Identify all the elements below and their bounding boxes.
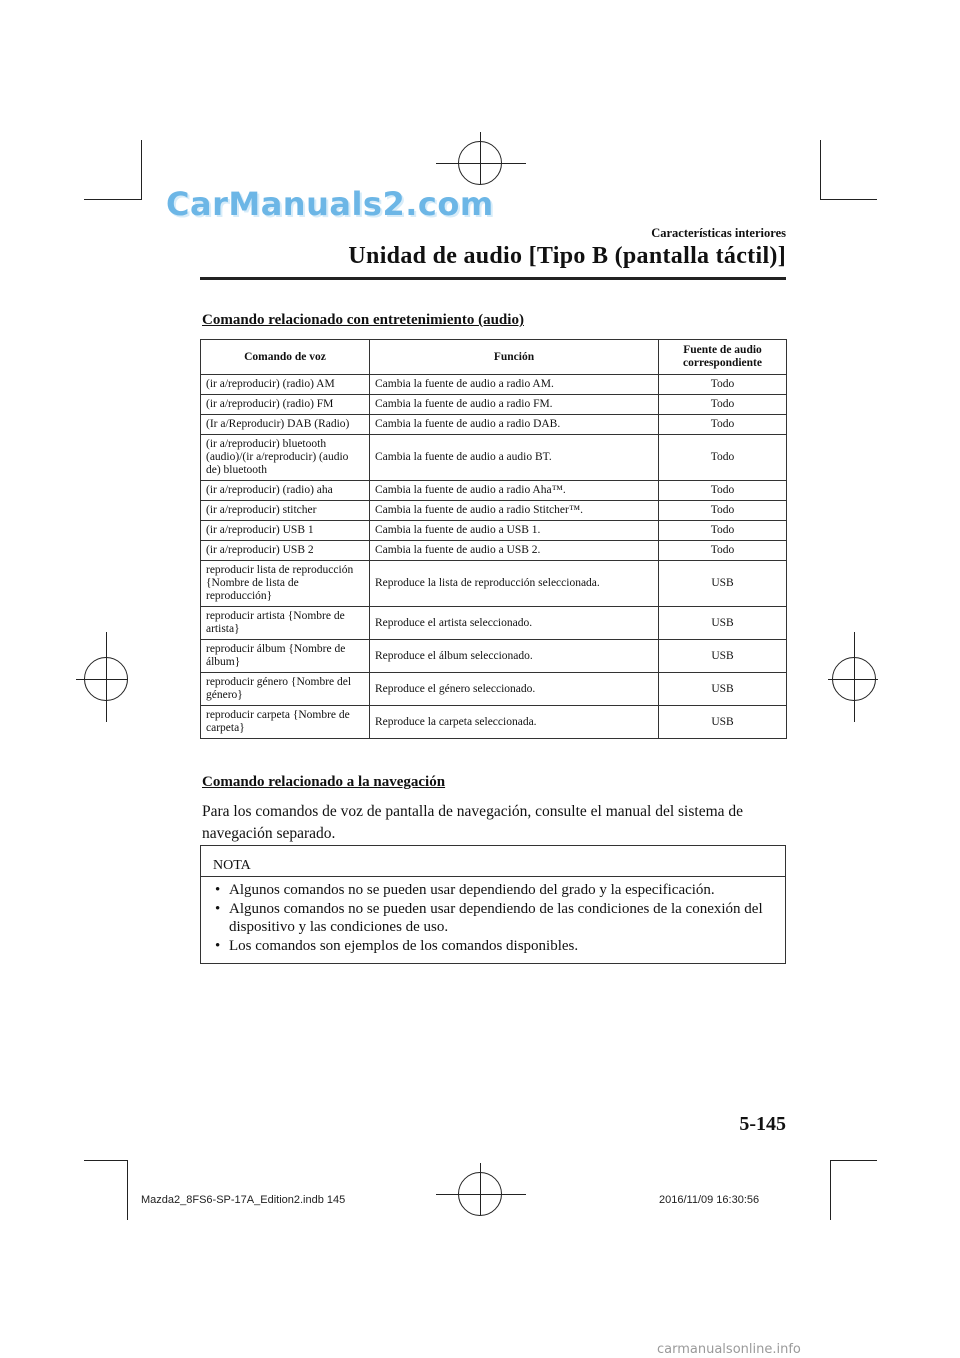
title-rule [200,277,786,280]
command-cell: (ir a/reproducir) stitcher [201,501,370,521]
source-cell: Todo [659,541,787,561]
command-cell: reproducir álbum {Nombre de álbum} [201,640,370,673]
function-cell: Cambia la fuente de audio a USB 1. [370,521,659,541]
function-cell: Reproduce la carpeta seleccionada. [370,706,659,739]
navigation-paragraph: Para los comandos de voz de pantalla de navegación, consulte el manual del sistema de navegación separado. [202,803,744,842]
note-divider [201,876,785,877]
note-box [200,845,786,964]
list-item [213,937,773,956]
source-cell: Todo [659,415,787,435]
command-cell: reproducir lista de reproducción {Nombre de lista de reproducción} [201,561,370,607]
note-list [201,881,773,955]
table-row [201,481,787,501]
function-cell: Cambia la fuente de audio a audio BT. [370,435,659,481]
table-row [201,501,787,521]
source-cell: USB [659,561,787,607]
source-cell: Todo [659,521,787,541]
bullet-icon: • [215,900,221,917]
bullet-icon: • [215,882,221,898]
table-row [201,640,787,673]
table-row [201,607,787,640]
function-cell: Reproduce el artista seleccionado. [370,607,659,640]
table-row [201,673,787,706]
list-item [213,881,773,900]
function-cell: Cambia la fuente de audio a radio Aha™. [370,481,659,501]
command-cell: (ir a/reproducir) USB 1 [201,521,370,541]
command-cell: (ir a/reproducir) (radio) AM [201,375,370,395]
source-cell: USB [659,706,787,739]
audio-section-heading: Comando relacionado con entretenimiento (audio) [202,312,524,328]
section-category: Características interiores [651,226,786,240]
table-row [201,561,787,607]
command-cell: reproducir género {Nombre del género} [201,673,370,706]
note-title: NOTA [213,858,251,873]
source-cell: Todo [659,435,787,481]
navigation-section-heading: Comando relacionado a la navegación [202,774,446,790]
table-row [201,521,787,541]
list-item [213,900,773,937]
function-cell: Cambia la fuente de audio a USB 2. [370,541,659,561]
command-cell: (ir a/reproducir) (radio) aha [201,481,370,501]
command-cell: (ir a/reproducir) USB 2 [201,541,370,561]
function-cell: Reproduce la lista de reproducción seleccionada. [370,561,659,607]
command-cell: (ir a/reproducir) (radio) FM [201,395,370,415]
table-row [201,395,787,415]
table-row [201,541,787,561]
table-row [201,415,787,435]
watermark-logo: CarManuals2.com [166,185,494,223]
note-item-text: Algunos comandos no se pueden usar dependiendo de las condiciones de la conexión del dispositivo y las condiciones de uso. [229,900,763,935]
column-header-command: Comando de voz [201,340,370,375]
table-header-row [201,340,787,375]
table-row [201,706,787,739]
function-cell: Cambia la fuente de audio a radio Stitcher™. [370,501,659,521]
command-cell: (ir a/reproducir) bluetooth (audio)/(ir a/reproducir) (audio de) bluetooth [201,435,370,481]
command-cell: reproducir carpeta {Nombre de carpeta} [201,706,370,739]
function-cell: Cambia la fuente de audio a radio FM. [370,395,659,415]
source-cell: Todo [659,481,787,501]
source-cell: USB [659,607,787,640]
table-row [201,435,787,481]
column-header-function: Función [370,340,659,375]
function-cell: Cambia la fuente de audio a radio DAB. [370,415,659,435]
note-item-text: Algunos comandos no se pueden usar dependiendo del grado y la especificación. [229,882,715,898]
bullet-icon: • [215,937,221,954]
bottom-watermark: carmanualsonline.info [657,1342,801,1357]
column-header-source: Fuente de audio correspondiente [659,340,787,375]
source-cell: Todo [659,375,787,395]
note-item-text: Los comandos son ejemplos de los comandos disponibles. [229,937,579,954]
function-cell: Cambia la fuente de audio a radio AM. [370,375,659,395]
command-cell: (Ir a/Reproducir) DAB (Radio) [201,415,370,435]
table-row [201,375,787,395]
voice-command-table [200,339,787,739]
function-cell: Reproduce el álbum seleccionado. [370,640,659,673]
source-cell: Todo [659,501,787,521]
page-title: Unidad de audio [Tipo B (pantalla táctil)] [348,243,786,269]
function-cell: Reproduce el género seleccionado. [370,673,659,706]
page-number: 5-145 [739,1113,786,1135]
source-cell: USB [659,640,787,673]
source-cell: USB [659,673,787,706]
command-cell: reproducir artista {Nombre de artista} [201,607,370,640]
footer-timestamp: 2016/11/09 16:30:56 [659,1194,760,1206]
source-cell: Todo [659,395,787,415]
footer-file-info: Mazda2_8FS6-SP-17A_Edition2.indb 145 [141,1194,346,1206]
